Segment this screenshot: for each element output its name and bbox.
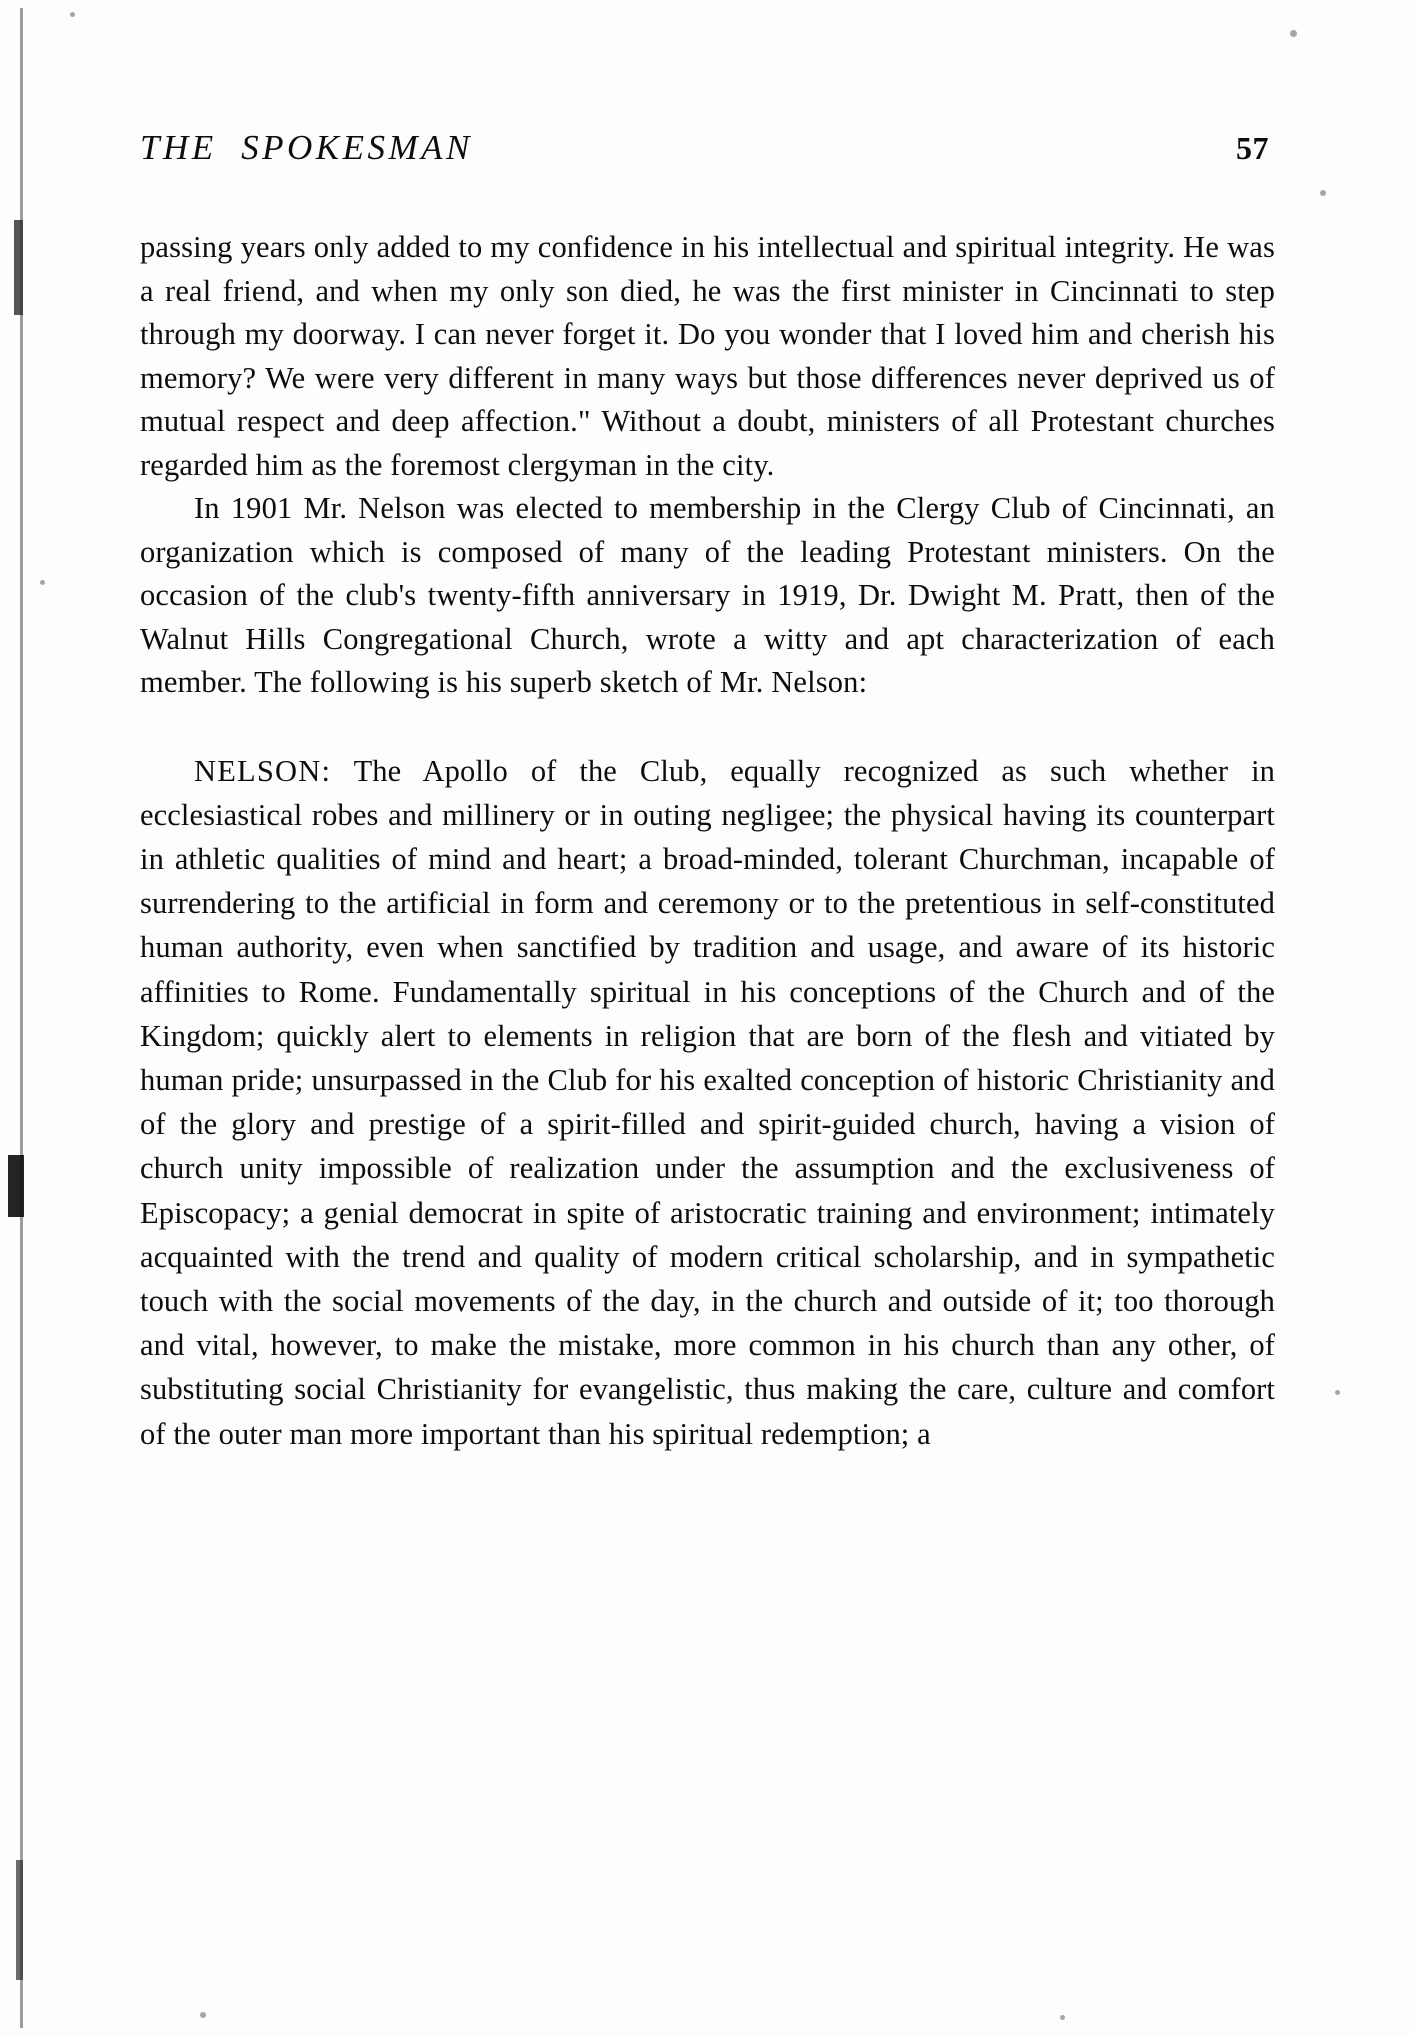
quote-body-text: The Apollo of the Club, equally recognized as such whether in ecclesiastical robes and millinery or in outing negligee; the physical having its counterpart in athletic qualities of mind and heart; a broad-minded, tolerant Churchman, incapable of surrendering to the artificial in form and ceremony or to the pretentious in self-constituted human authority, even when sanctified by tradition and usage, and aware of its historic affinities to Rome. Fundamentally spiritual in his conceptions of the Church and of the Kingdom; quickly alert to elements in religion that are born of the flesh and vitiated by human pride; unsurpassed in the Club for his exalted conception of historic Christianity and of the glory and prestige of a spirit-filled and spirit-guided church, having a vision of church unity impossible of realization under the assumption and the exclusiveness of Episcopacy; a genial democrat in spite of aristocratic training and environment; intimately acquainted with the trend and quality of modern critical scholarship, and in sympathetic touch with the social movements of the day, in the church and outside of it; too thorough and vital, however, to make the mistake, more common in his church than any other, of substituting social Christianity for evangelistic, thus making the care, culture and comfort of the outer man more important than his spiritual redemption; a — [140, 753, 1275, 1451]
scan-speck — [1060, 2015, 1065, 2020]
page-content — [140, 0, 1275, 1456]
quote-paragraph — [140, 749, 1275, 1456]
quote-lead-label: NELSON: — [194, 753, 332, 788]
paragraph: In 1901 Mr. Nelson was elected to membership in the Clergy Club of Cincinnati, an organization which is composed of many of the leading Protestant ministers. On the occasion of the club's twenty-fifth anniversary in 1919, Dr. Dwight M. Pratt, then of the Walnut Hills Congregational Church, wrote a witty and apt characterization of each member. The following is his superb sketch of Mr. Nelson: — [140, 491, 1275, 699]
paragraph: passing years only added to my confidence in his intellectual and spiritual integrity. He was a real friend, and when my only son died, he was the first minister in Cincinnati to step through my doorway. I can never forget it. Do you wonder that I loved him and cherish his memory? We were very different in many ways but those differences never deprived us of mutual respect and deep affection." Without a doubt, ministers of all Protestant churches regarded him as the foremost clergyman in the city. — [140, 230, 1275, 482]
scan-speck — [40, 580, 45, 585]
scan-ink-blot-artifact — [8, 1155, 24, 1217]
page-number: 57 — [1236, 130, 1269, 166]
running-head — [140, 128, 1275, 168]
scan-speck — [1335, 1390, 1340, 1395]
body-text — [140, 226, 1275, 705]
scan-speck — [1320, 190, 1326, 196]
scan-edge-mark-top — [14, 220, 23, 315]
scan-speck — [1290, 30, 1297, 37]
scan-edge-mark-bottom — [16, 1860, 23, 1980]
running-head-title: THE SPOKESMAN — [140, 128, 473, 167]
quoted-sketch — [140, 749, 1275, 1456]
scan-speck — [70, 12, 75, 17]
scan-speck — [200, 2012, 206, 2018]
